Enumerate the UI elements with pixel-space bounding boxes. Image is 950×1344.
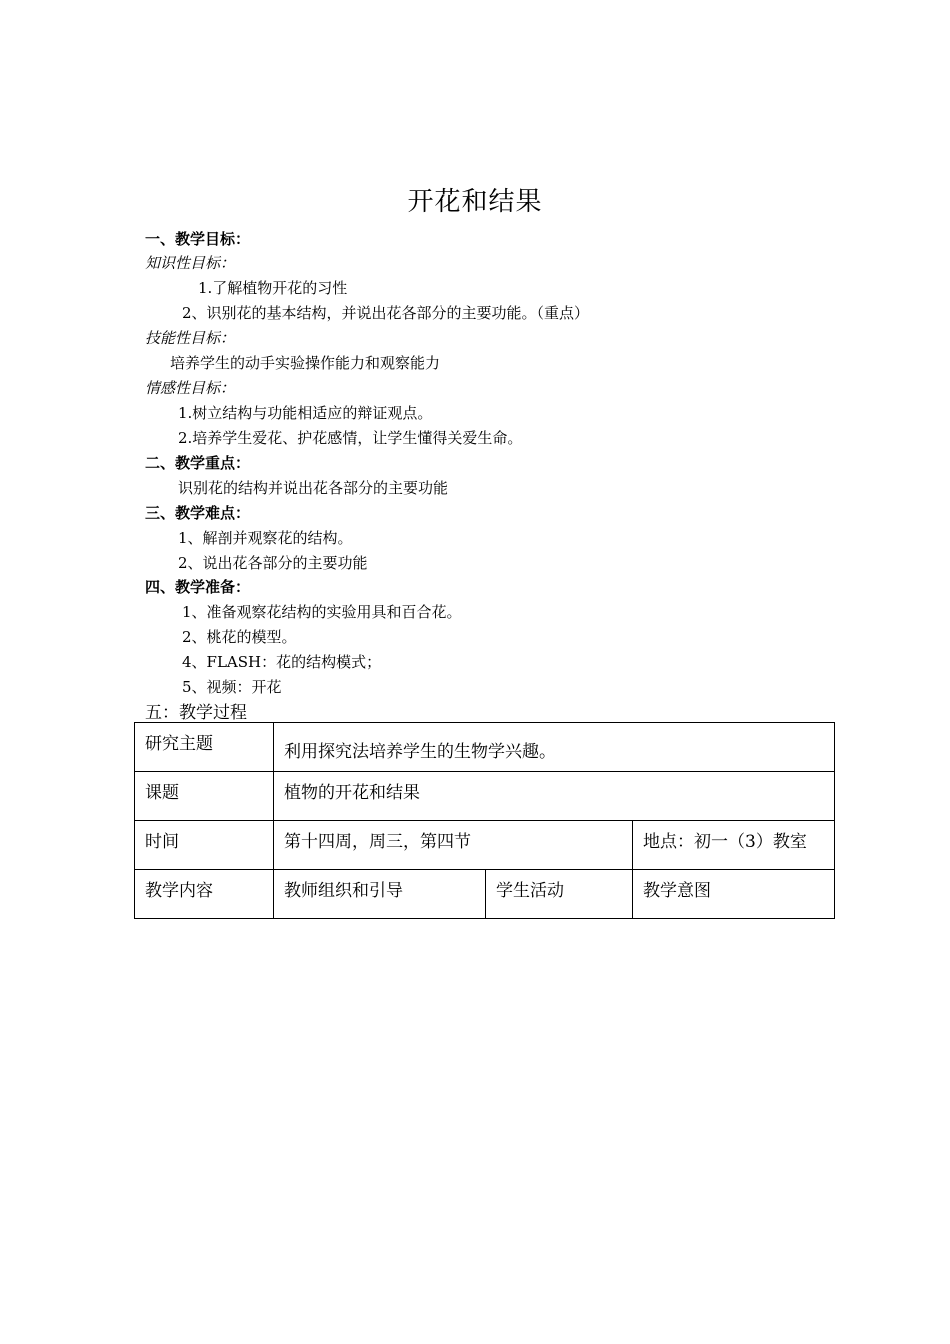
preparation-item: 5、视频：开花 — [182, 678, 282, 696]
table-row — [134, 820, 835, 869]
lesson-process-table — [134, 722, 835, 919]
document-title: 开花和结果 — [407, 187, 543, 217]
emotion-goal-item: 1.树立结构与功能相适应的辩证观点。 — [178, 404, 433, 422]
section-heading-preparation: 四、教学准备： — [145, 578, 251, 596]
difficulty-item: 1、解剖并观察花的结构。 — [178, 529, 353, 547]
table-row — [134, 771, 835, 820]
lesson-label-cell: 课题 — [134, 771, 273, 820]
knowledge-goal-item: 2、识别花的基本结构，并说出花各部分的主要功能。（重点） — [182, 304, 590, 322]
topic-label-cell: 研究主题 — [134, 722, 273, 771]
preparation-item: 2、桃花的模型。 — [182, 628, 297, 646]
table-row — [134, 722, 835, 771]
section-heading-objectives: 一、教学目标： — [145, 230, 251, 248]
table-row — [134, 869, 835, 918]
lesson-value-cell: 植物的开花和结果 — [273, 771, 835, 820]
key-point-item: 识别花的结构并说出花各部分的主要功能 — [178, 479, 449, 497]
preparation-item: 1、准备观察花结构的实验用具和百合花。 — [182, 603, 462, 621]
section-heading-key-points: 二、教学重点： — [145, 454, 251, 472]
section-heading-process: 五：教学过程 — [145, 703, 247, 723]
difficulty-item: 2、说出花各部分的主要功能 — [178, 554, 368, 572]
preparation-item: 4、FLASH：花的结构模式； — [182, 653, 382, 671]
emotion-goal-item: 2.培养学生爱花、护花感情，让学生懂得关爱生命。 — [178, 429, 523, 447]
time-value-cell: 第十四周，周三，第四节 — [273, 820, 632, 869]
time-label-cell: 时间 — [134, 820, 273, 869]
content-header-cell: 教学内容 — [134, 869, 273, 919]
skill-goal-item: 培养学生的动手实验操作能力和观察能力 — [170, 354, 441, 372]
student-header-cell: 学生活动 — [485, 869, 632, 919]
skill-goal-label: 技能性目标： — [145, 329, 236, 347]
knowledge-goal-item: 1.了解植物开花的习性 — [198, 279, 348, 297]
place-value-cell: 地点：初一（3）教室 — [632, 820, 835, 869]
knowledge-goal-label: 知识性目标： — [145, 254, 236, 272]
teacher-header-cell: 教师组织和引导 — [273, 869, 485, 919]
emotion-goal-label: 情感性目标： — [145, 379, 236, 397]
topic-value-cell: 利用探究法培养学生的生物学兴趣。 — [273, 722, 835, 771]
section-heading-difficulties: 三、教学难点： — [145, 504, 251, 522]
intent-header-cell: 教学意图 — [632, 869, 835, 919]
